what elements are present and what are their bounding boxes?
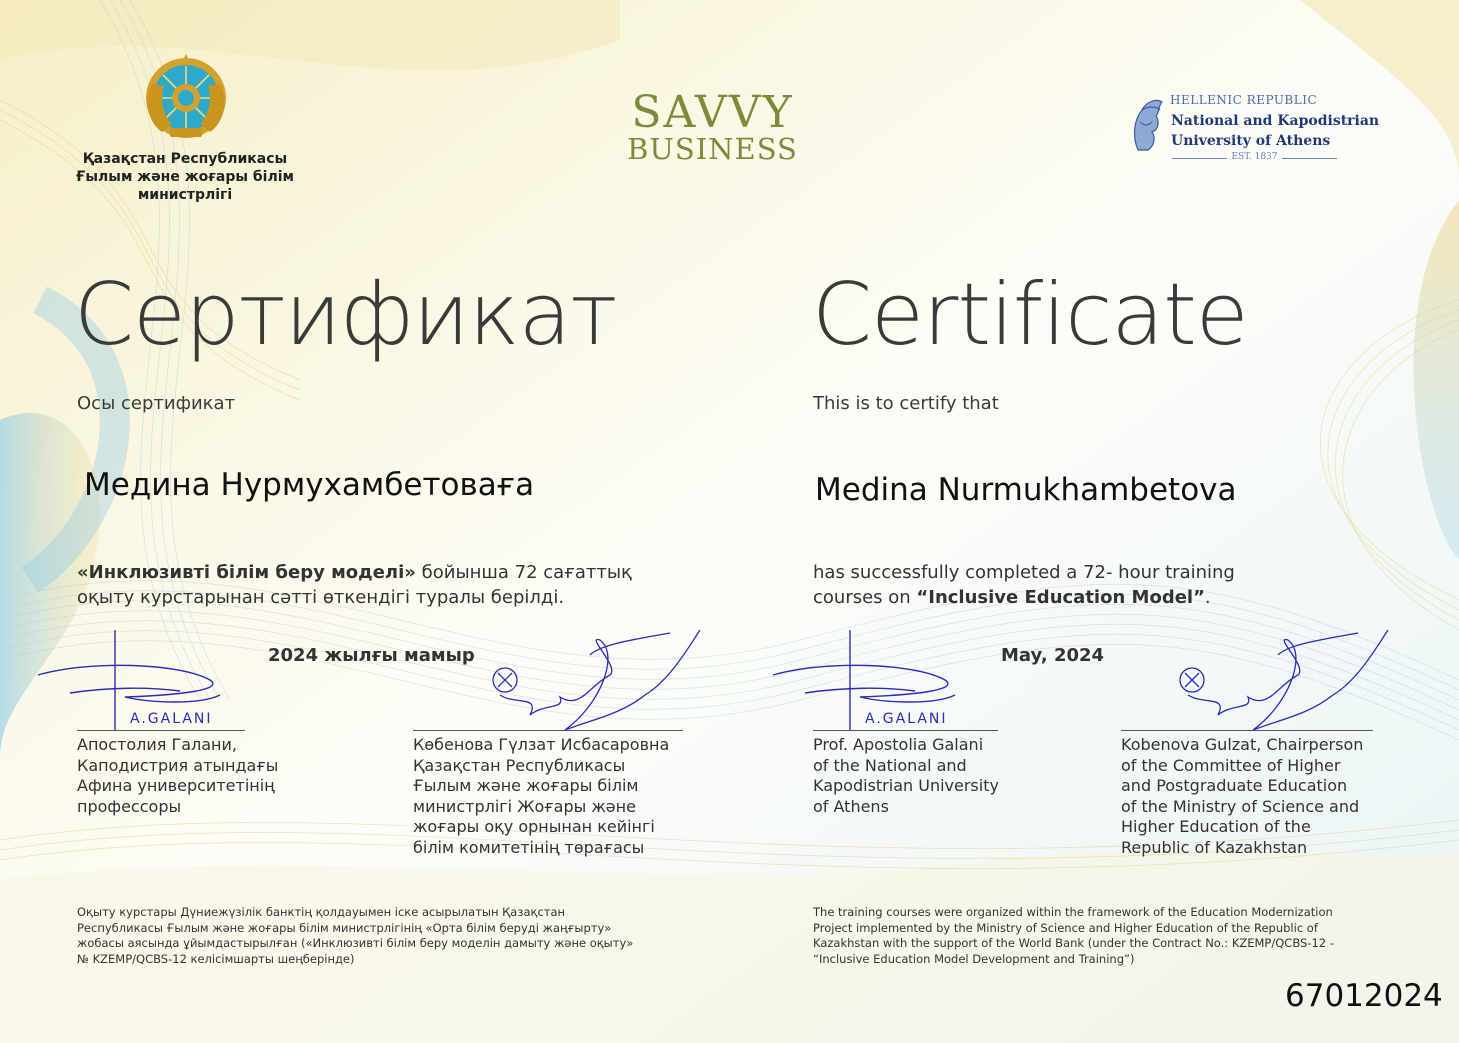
date-english: May, 2024: [1001, 645, 1105, 666]
kobenova-signature-kazakh: [470, 625, 710, 740]
signature-line-galani-kz: [77, 730, 245, 731]
signatory-line: Көбенова Гүлзат Исбасаровна: [413, 735, 670, 754]
recipient-name-english: Medina Nurmukhambetova: [815, 472, 1237, 508]
footer-line: Республикасы Ғылым және жоғары білім министрлігінің «Орта білім беруді жаңғырту»: [77, 920, 612, 935]
footer-note-kazakh: [77, 905, 633, 967]
signatory-line: Афина университетінің: [77, 776, 275, 795]
course-line1-english: has successfully completed a 72- hour training: [813, 562, 1235, 583]
uoa-established: EST. 1837: [1231, 152, 1278, 162]
kz-ministry-name: [60, 150, 310, 204]
footer-line: Оқыту курстары Дүниежүзілік банктің қолдауымен іске асырылатын Қазақстан: [77, 905, 566, 919]
uoa-republic: HELLENIC REPUBLIC: [1170, 93, 1318, 107]
footer-line: Kazakhstan with the support of the World Bank (under the Contract No.: KZEMP/QCBS-12 -: [813, 936, 1334, 950]
kobenova-signature-english: [1170, 625, 1410, 740]
course-prefix-english: courses on: [813, 587, 917, 608]
date-kazakh: 2024 жылғы мамыр: [268, 645, 475, 666]
signatory-line: министрлігі Жоғары және: [413, 796, 636, 816]
signatory-kobenova-english: [1121, 735, 1363, 858]
signatory-galani-english: [813, 735, 999, 817]
signature-line-kobenova-en: [1121, 730, 1373, 731]
signatory-line: жоғары оқу орнынан кейінгі: [413, 817, 655, 836]
signatory-line: Каподистрия атындағы: [77, 755, 279, 775]
footer-line: Project implemented by the Ministry of Science and Higher Education of the Republic of: [813, 920, 1318, 935]
uoa-name-line-1: National and Kapodistrian: [1171, 113, 1380, 129]
lead-english: This is to certify that: [813, 393, 999, 414]
signatory-line: Prof. Apostolia Galani: [813, 735, 984, 754]
signatory-line: and Postgraduate Education: [1121, 776, 1348, 795]
course-description-english: [813, 560, 1433, 610]
savvy-logo-line-1: SAVVY: [631, 87, 794, 138]
uoa-rule-right: [1282, 158, 1337, 159]
uoa-name-line-2: University of Athens: [1171, 133, 1331, 149]
signatory-line: Republic of Kazakhstan: [1121, 837, 1308, 857]
course-title-kazakh: «Инклюзивті білім беру моделі»: [77, 562, 416, 583]
course-suffix-english: .: [1204, 587, 1211, 608]
footer-line: “Inclusive Education Model Development and Training”): [813, 951, 1135, 966]
signatory-line: of the Committee of Higher: [1121, 755, 1341, 775]
footer-line: № KZEMP/QCBS-12 келісімшарты шеңберінде): [77, 951, 355, 966]
course-line2-kazakh: оқыту курстарынан сәтті өткендігі туралы берілді.: [77, 587, 565, 608]
signatory-line: Ғылым және жоғары білім: [413, 776, 639, 795]
signatory-line: of Athens: [813, 796, 889, 816]
signatory-line: Kapodistrian University: [813, 776, 999, 795]
signatory-line: Апостолия Галани,: [77, 735, 237, 754]
kz-ministry-line-2: Ғылым және жоғары білім: [76, 169, 294, 185]
signatory-line: of the National and: [813, 755, 967, 775]
signatory-line: of the Ministry of Science and: [1121, 796, 1360, 816]
signatory-line: білім комитетінің төрағасы: [413, 837, 645, 857]
lead-kazakh: Осы сертификат: [77, 393, 236, 414]
uoa-name: [1171, 111, 1379, 151]
athena-head-icon: [1130, 96, 1166, 152]
signatory-line: профессоры: [77, 796, 182, 816]
signatory-line: Higher Education of the: [1121, 817, 1311, 836]
savvy-logo-line-2: BUSINESS: [627, 132, 798, 166]
title-english: Certificate: [812, 265, 1248, 365]
signatory-galani-kazakh: [77, 735, 278, 817]
course-title-english: “Inclusive Education Model”: [916, 587, 1205, 608]
course-hours-kazakh: бойынша 72 сағаттық: [415, 562, 632, 583]
kazakhstan-emblem-icon: [142, 54, 230, 144]
title-kazakh: Сертификат: [74, 265, 617, 365]
course-description-kazakh: [77, 560, 717, 610]
signature-line-galani-en: [813, 730, 998, 731]
galani-signature-english: [765, 625, 995, 735]
footer-note-english: [813, 905, 1334, 967]
kz-ministry-line-3: министрлігі: [137, 187, 233, 203]
signatory-line: Қазақстан Республикасы: [413, 755, 626, 775]
certificate-number: 67012024: [1285, 978, 1443, 1014]
galani-stamp-text-kz: A.GALANI: [130, 711, 213, 727]
signatory-line: Kobenova Gulzat, Chairperson: [1121, 735, 1364, 754]
signatory-kobenova-kazakh: [413, 735, 669, 858]
kz-ministry-line-1: Қазақстан Республикасы: [82, 151, 288, 167]
galani-signature-kazakh: [30, 625, 260, 735]
footer-line: The training courses were organized within the framework of the Education Modernization: [813, 905, 1333, 919]
footer-line: жобасы аясында ұйымдастырылған («Инклюзивті білім беру моделін дамыту және оқыту»: [77, 936, 634, 950]
recipient-name-kazakh: Медина Нурмухамбетоваға: [84, 467, 535, 503]
galani-stamp-text-en: A.GALANI: [865, 711, 948, 727]
signature-line-kobenova-kz: [413, 730, 683, 731]
